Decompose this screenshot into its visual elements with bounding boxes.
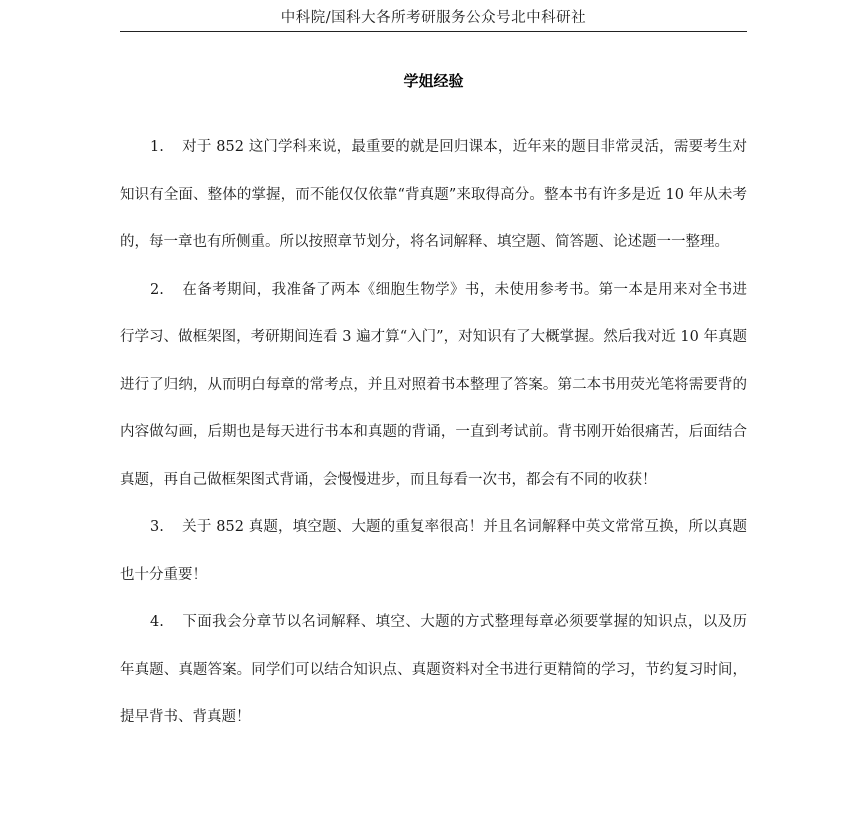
paragraph-text: 下面我会分章节以名词解释、填空、大题的方式整理每章必须要掌握的知识点，以及历年真题、真题答案。同学们可以结合知识点、真题资料对全书进行更精简的学习，节约复习时间，提早背书、背真题！ (120, 614, 747, 725)
paragraph-text: 在备考期间，我准备了两本《细胞生物学》书，未使用参考书。第一本是用来对全书进行学习、做框架图，考研期间连看 3 遍才算“入门”，对知识有了大概掌握。然后我对近 10 年真题进行了归纳，从而明白每章的常考点，并且对照着书本整理了答案。第二本书用荧光笔将需要背的内容做勾画，后期也是每天进行书本和真题的背诵，一直到考试前。背书刚开始很痛苦，后面结合真题，再自己做框架图式背诵，会慢慢进步，而且每看一次书，都会有不同的收获！ (120, 281, 747, 488)
document-body (120, 124, 747, 742)
paragraph-text: 对于 852 这门学科来说，最重要的就是回归课本，近年来的题目非常灵活，需要考生对知识有全面、整体的掌握，而不能仅仅依靠“背真题”来取得高分。整本书有许多是近 10 年从未考的，每一章也有所侧重。所以按照章节划分，将名词解释、填空题、简答题、论述题一一整理。 (120, 139, 747, 250)
paragraph-text: 关于 852 真题，填空题、大题的重复率很高！并且名词解释中英文常常互换，所以真题也十分重要！ (120, 519, 747, 583)
paragraph-3 (120, 504, 747, 599)
paragraph-2 (120, 267, 747, 505)
paragraph-1 (120, 124, 747, 267)
header-divider (120, 31, 747, 32)
paragraph-4 (120, 599, 747, 742)
paragraph-number: 2. (150, 281, 164, 298)
paragraph-number: 3. (150, 519, 164, 535)
paragraph-number: 1. (150, 139, 164, 155)
document-title: 学姐经验 (403, 72, 464, 90)
paragraph-number: 4. (150, 614, 164, 630)
page-header: 中科院/国科大各所考研服务公众号北中科研社 (280, 10, 587, 26)
